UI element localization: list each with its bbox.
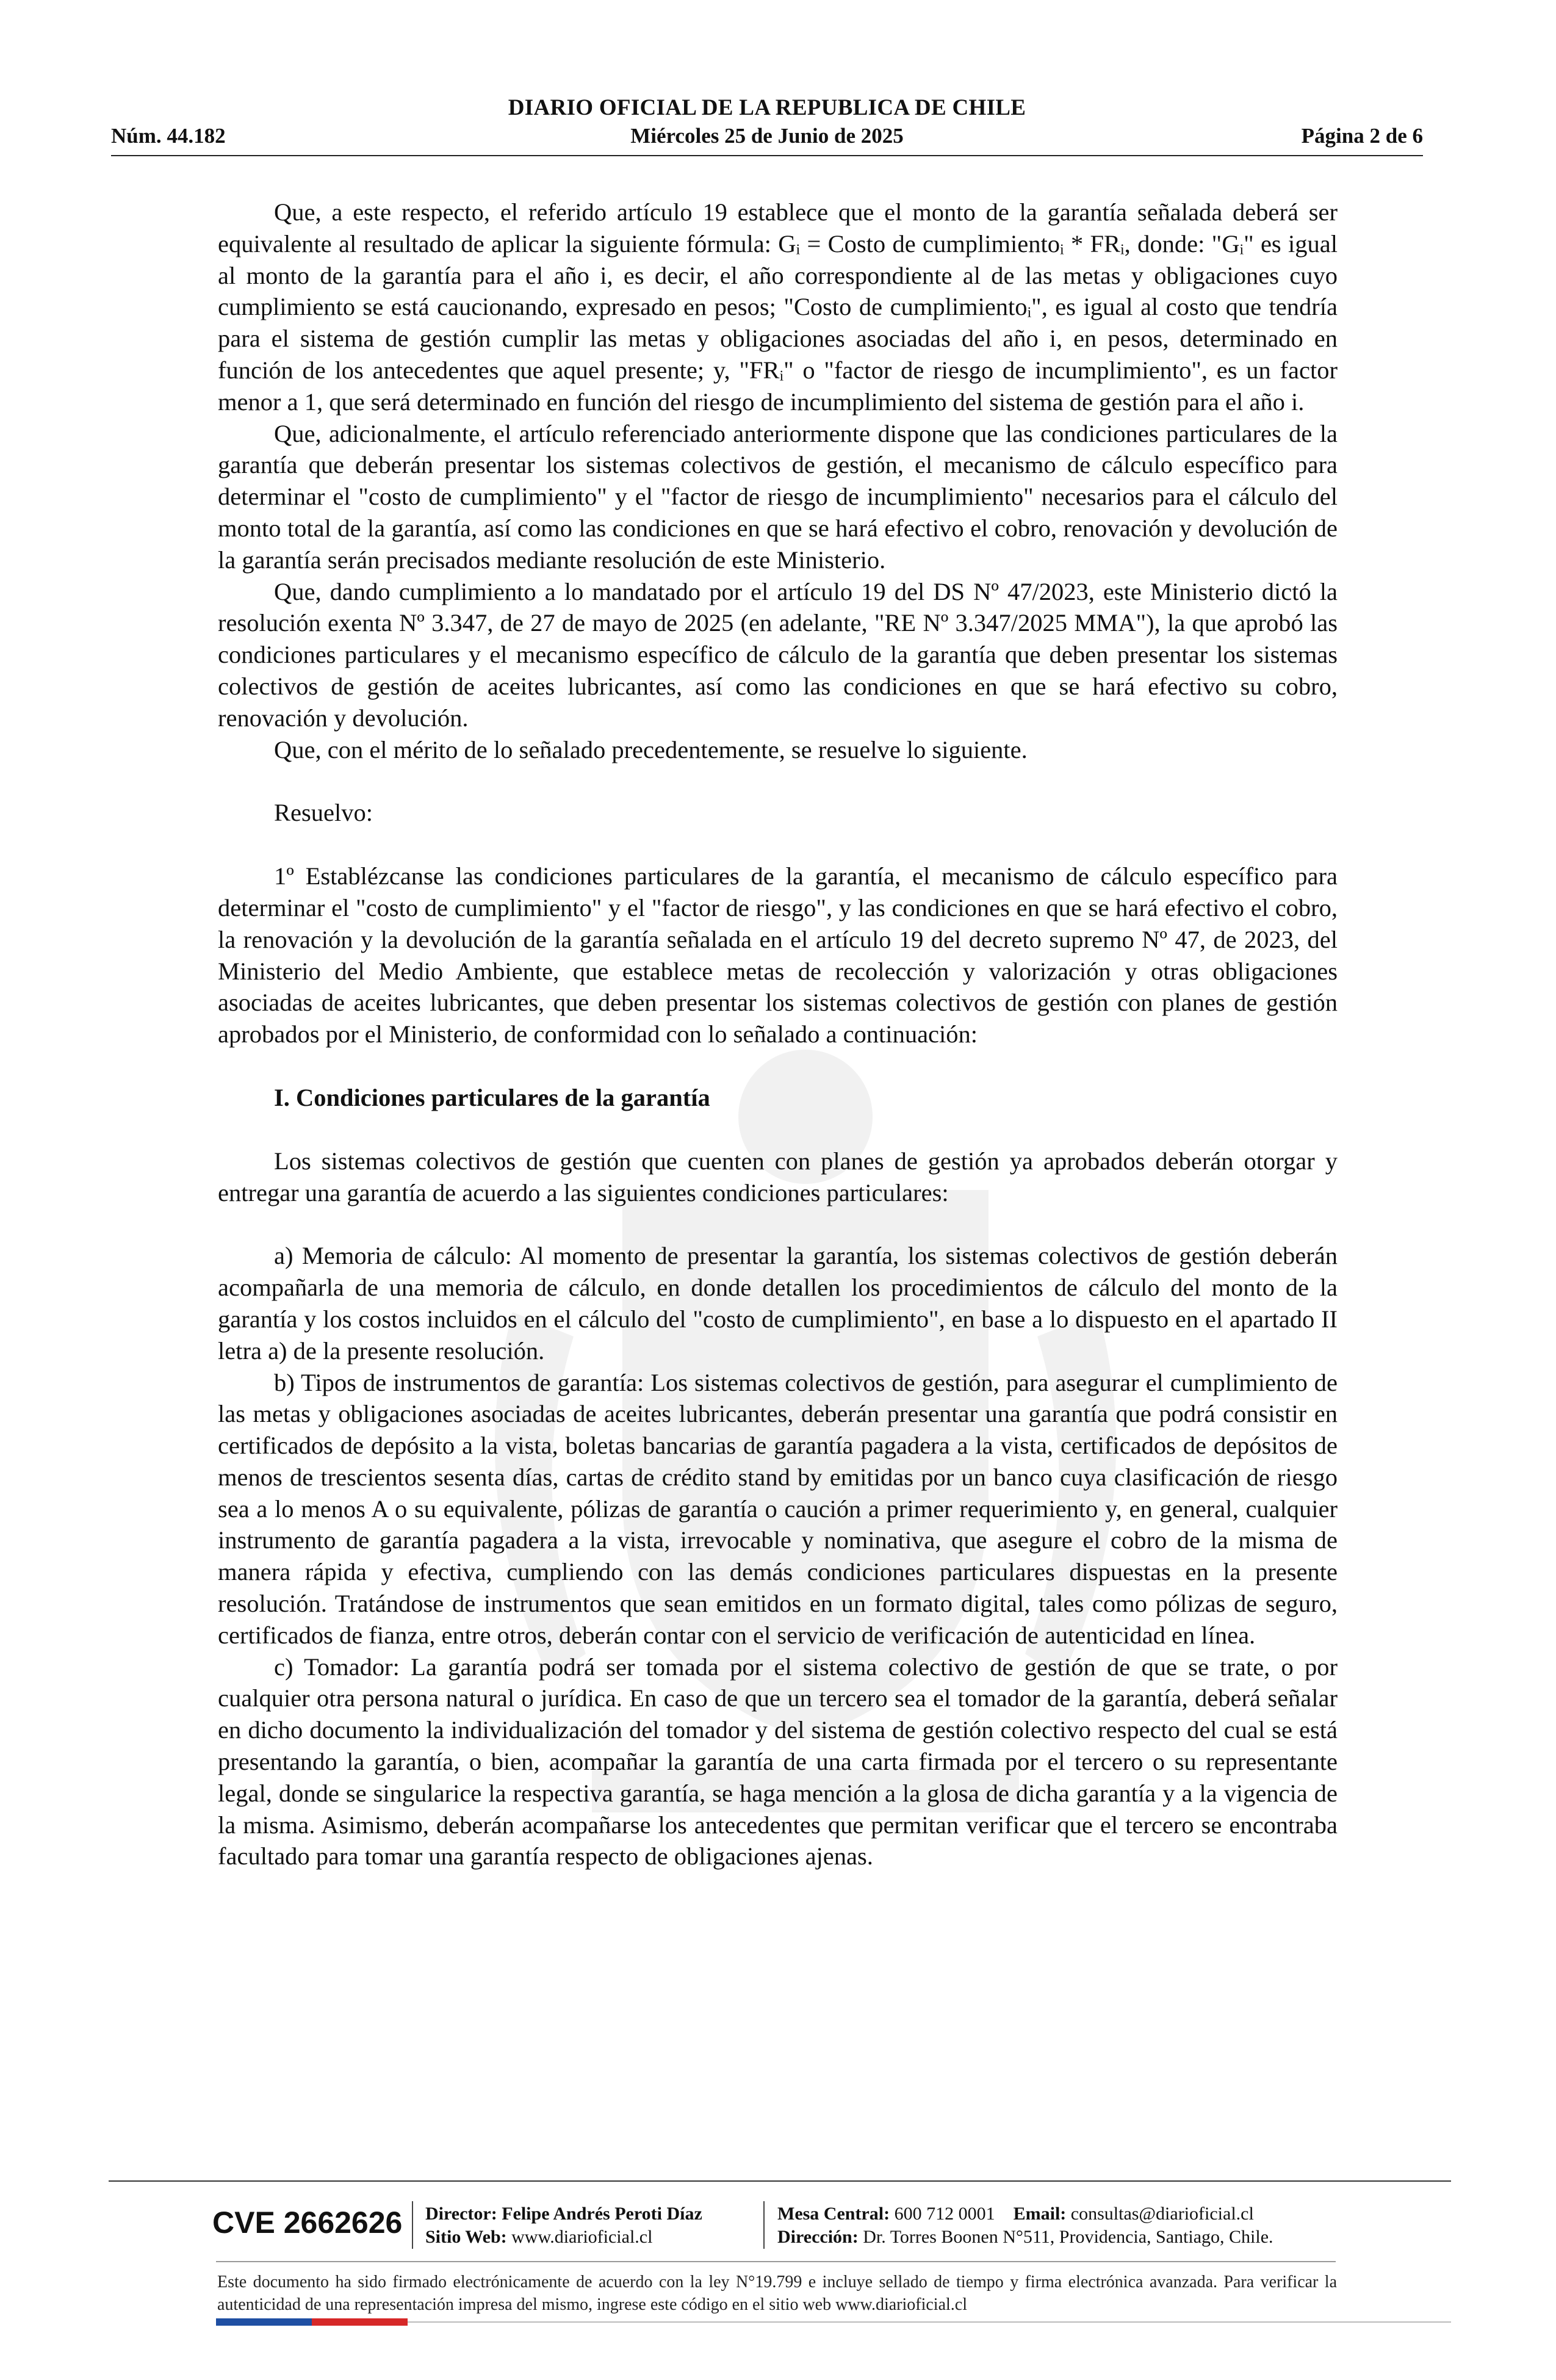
- director-name: Felipe Andrés Peroti Díaz: [502, 2204, 702, 2224]
- address-label: Dirección:: [777, 2227, 859, 2247]
- footer-separator: [412, 2201, 413, 2249]
- page-indicator: Página 2 de 6: [1301, 124, 1423, 148]
- paragraph-article-1: 1º Establézcanse las condiciones particulares de la garantía, el mecanismo de cálculo específico para determinar el "costo de cumplimiento" y el "factor de riesgo", y las condiciones en que se hará efectivo el cobro, la renovación y la devolución de la garantía señalada en el artículo 19 del decreto supremo Nº 47, de 2023, del Ministerio del Medio Ambiente, que establece metas de recolección y valorización y otras obligaciones asociadas de aceites lubricantes, que deben presentar los sistemas colectivos de gestión con planes de gestión aprobados por el Ministerio, de conformidad con lo señalado a continuación:: [218, 862, 1338, 1048]
- paragraph-formula: Que, a este respecto, el referido artículo 19 establece que el monto de la garantía señalada deberá ser equivalente al resultado de aplicar la siguiente fórmula: Gᵢ = Costo de cumplimientoᵢ * FRᵢ, donde: "Gᵢ" es igual al monto de la garantía para el año i, es decir, el año correspondiente al de las metas y obligaciones cuyo cumplimiento se está caucionando, expresado en pesos; "Costo de cumplimientoᵢ", es igual al costo que tendría para el sistema de gestión cumplir las metas y obligaciones asociadas del año i, en pesos, determinado en función de los antecedentes que aquel presente; y, "FRᵢ" o "factor de riesgo de incumplimiento", es un factor menor a 1, que será determinado en función del riesgo de incumplimiento del sistema de gestión para el año i.: [218, 198, 1338, 416]
- signature-note: Este documento ha sido firmado electrónicamente de acuerdo con la ley N°19.799 e incluye sellado de tiempo y firma electrónica avanzada. Para verificar la autenticidad de una representación impresa del mismo, ingrese este código en el sitio web www.diarioficial.cl: [217, 2273, 1337, 2314]
- page-header: [111, 95, 1423, 156]
- footer-separator: [763, 2201, 765, 2249]
- website-link[interactable]: www.diarioficial.cl: [511, 2227, 653, 2247]
- paragraph-intro-conditions: Los sistemas colectivos de gestión que cuenten con planes de gestión ya aprobados deberán otorgar y entregar una garantía de acuerdo a las siguientes condiciones particulares:: [218, 1147, 1338, 1206]
- mesa-label: Mesa Central:: [777, 2204, 890, 2224]
- footer-director-block: [425, 2202, 702, 2249]
- issue-date: Miércoles 25 de Junio de 2025: [630, 124, 904, 148]
- email-link[interactable]: consultas@diarioficial.cl: [1070, 2204, 1254, 2224]
- footer-bottom-divider: [408, 2321, 1451, 2323]
- footer-divider: [109, 2180, 1451, 2182]
- paragraph-item-a: a) Memoria de cálculo: Al momento de presentar la garantía, los sistemas colectivos de gestión deberán acompañarla de una memoria de cálculo, en donde detallen los procedimientos de cálculo del monto de la garantía y los costos incluidos en el cálculo del "costo de cumplimiento", en base a lo dispuesto en el apartado II letra a) de la presente resolución.: [218, 1242, 1338, 1365]
- section-title: I. Condiciones particulares de la garantía: [274, 1083, 710, 1111]
- flag-blue-segment: [216, 2318, 312, 2326]
- newspaper-title: DIARIO OFICIAL DE LA REPUBLICA DE CHILE: [508, 95, 1026, 120]
- cve-code: CVE 2662626: [212, 2205, 403, 2240]
- page-footer: [109, 2180, 1451, 2376]
- phone-number: 600 712 0001: [894, 2204, 995, 2224]
- website-label: Sitio Web:: [425, 2227, 507, 2247]
- flag-red-segment: [312, 2318, 408, 2326]
- email-label: Email:: [1013, 2204, 1067, 2224]
- paragraph-item-b: b) Tipos de instrumentos de garantía: Los sistemas colectivos de gestión, para asegurar el cumplimiento de las metas y obligaciones asociadas de aceites lubricantes, deberán presentar una garantía que podrá consistir en certificados de depósito a la vista, boletas bancarias de garantía pagadera a la vista, certificados de depósitos de menos de trescientos sesenta días, cartas de crédito stand by emitidas por un banco cuya clasificación de riesgo sea a lo menos A o su equivalente, pólizas de garantía o caución a primer requerimiento y, en general, cualquier instrumento de garantía pagadera a la vista, irrevocable y nominativa, que asegure el cobro de la misma de manera rápida y efectiva, cumpliendo con las demás condiciones particulares dispuestas en la presente resolución. Tratándose de instrumentos que sean emitidos en un formato digital, tales como pólizas de seguro, certificados de fianza, entre otros, deberán contar con el servicio de verificación de autenticidad en línea.: [218, 1368, 1338, 1649]
- paragraph-item-c: c) Tomador: La garantía podrá ser tomada por el sistema colectivo de gestión de que se trate, o por cualquier otra persona natural o jurídica. En caso de que un tercero sea el tomador de la garantía, deberá señalar en dicho documento la individualización del tomador y del sistema de gestión colectivo respecto del cual se está presentando la garantía, o bien, acompañar la garantía de una carta firmada por el tercero o su representante legal, donde se singularice la respectiva garantía, se haga mención a la glosa de dicha garantía y a la vigencia de la misma. Asimismo, deberán acompañarse los antecedentes que permitan verificar que el tercero se encontraba facultado para tomar una garantía respecto de obligaciones ajenas.: [218, 1653, 1338, 1870]
- address-value: Dr. Torres Boonen N°511, Providencia, Santiago, Chile.: [863, 2227, 1273, 2247]
- paragraph-merit: Que, con el mérito de lo señalado precedentemente, se resuelve lo siguiente.: [274, 735, 1028, 763]
- paragraph-resolution-ref: Que, dando cumplimiento a lo mandatado por el artículo 19 del DS Nº 47/2023, este Ministerio dictó la resolución exenta Nº 3.347, de 27 de mayo de 2025 (en adelante, "RE Nº 3.347/2025 MMA"), la que aprobó las condiciones particulares y el mecanismo específico de cálculo de la garantía que deben presentar los sistemas colectivos de gestión de aceites lubricantes, así como las condiciones en que se hará efectivo su cobro, renovación y devolución.: [218, 577, 1338, 732]
- resuelvo-heading: Resuelvo:: [274, 799, 373, 827]
- issue-number: Núm. 44.182: [111, 124, 226, 148]
- director-label: Director:: [425, 2204, 497, 2224]
- footer-inner-divider: [216, 2261, 1336, 2262]
- paragraph-conditions: Que, adicionalmente, el artículo referenciado anteriormente dispone que las condiciones particulares de la garantía que deberán presentar los sistemas colectivos de gestión, el mecanismo de cálculo específico para determinar el "costo de cumplimiento" y el "factor de riesgo de incumplimiento" necesarios para el cálculo del monto total de la garantía, así como las condiciones en que se hará efectivo el cobro, renovación y devolución de la garantía serán precisados mediante resolución de este Ministerio.: [218, 419, 1338, 574]
- footer-contact-block: [777, 2202, 1273, 2249]
- header-divider: [111, 155, 1423, 156]
- flag-stripe: [216, 2318, 408, 2326]
- document-body: [218, 197, 1338, 1872]
